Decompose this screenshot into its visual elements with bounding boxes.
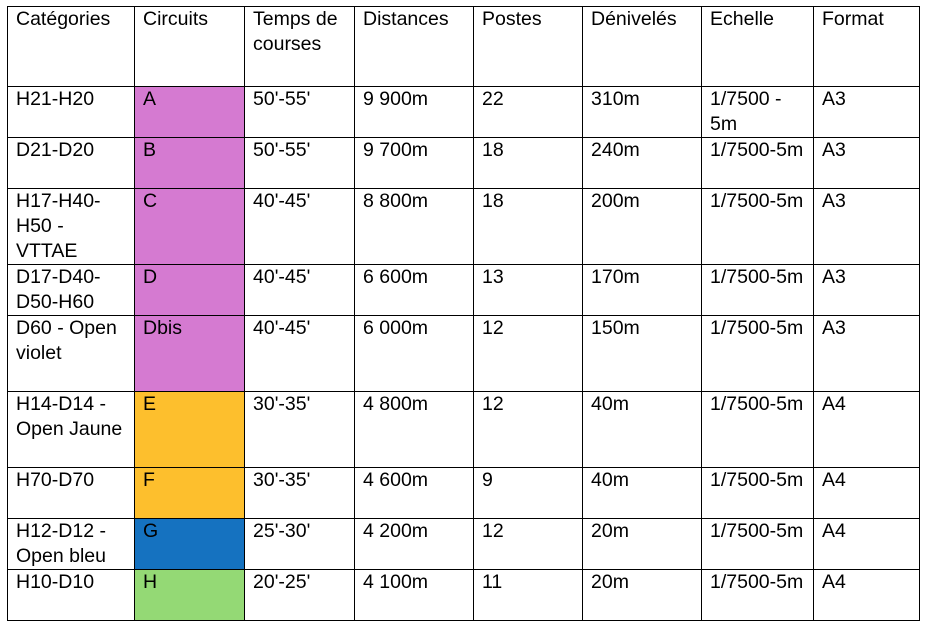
header-postes: Postes: [474, 7, 583, 87]
cell-circuit: F: [135, 468, 245, 519]
cell-format: A4: [814, 570, 920, 621]
cell-postes: 9: [474, 468, 583, 519]
cell-format: A3: [814, 87, 920, 138]
cell-categories: H17-H40-H50 - VTTAE: [8, 189, 135, 265]
cell-distance: 4 800m: [355, 392, 474, 468]
cell-temps: 50'-55': [245, 138, 355, 189]
cell-echelle: 1/7500-5m: [702, 316, 814, 392]
cell-postes: 12: [474, 392, 583, 468]
cell-format: A3: [814, 189, 920, 265]
header-row: [8, 7, 920, 87]
cell-postes: 12: [474, 316, 583, 392]
cell-temps: 40'-45': [245, 316, 355, 392]
table-row: [8, 570, 920, 621]
cell-format: A3: [814, 316, 920, 392]
table-row: [8, 87, 920, 138]
header-distances: Distances: [355, 7, 474, 87]
cell-denivele: 170m: [583, 265, 702, 316]
cell-categories: D60 - Open violet: [8, 316, 135, 392]
cell-circuit: C: [135, 189, 245, 265]
cell-circuit: B: [135, 138, 245, 189]
cell-distance: 6 600m: [355, 265, 474, 316]
table-row: [8, 468, 920, 519]
cell-denivele: 40m: [583, 392, 702, 468]
cell-categories: D17-D40-D50-H60: [8, 265, 135, 316]
cell-echelle: 1/7500-5m: [702, 519, 814, 570]
cell-echelle: 1/7500-5m: [702, 138, 814, 189]
cell-denivele: 40m: [583, 468, 702, 519]
cell-temps: 50'-55': [245, 87, 355, 138]
cell-postes: 18: [474, 138, 583, 189]
table-row: [8, 265, 920, 316]
cell-categories: H21-H20: [8, 87, 135, 138]
cell-categories: H70-D70: [8, 468, 135, 519]
header-temps: Temps de courses: [245, 7, 355, 87]
cell-temps: 30'-35': [245, 468, 355, 519]
cell-format: A3: [814, 138, 920, 189]
header-format: Format: [814, 7, 920, 87]
cell-categories: H10-D10: [8, 570, 135, 621]
cell-echelle: 1/7500 - 5m: [702, 87, 814, 138]
header-categories: Catégories: [8, 7, 135, 87]
cell-circuit: E: [135, 392, 245, 468]
header-echelle: Echelle: [702, 7, 814, 87]
cell-echelle: 1/7500-5m: [702, 189, 814, 265]
cell-denivele: 20m: [583, 570, 702, 621]
cell-temps: 30'-35': [245, 392, 355, 468]
cell-distance: 9 900m: [355, 87, 474, 138]
cell-distance: 4 600m: [355, 468, 474, 519]
cell-distance: 6 000m: [355, 316, 474, 392]
cell-denivele: 150m: [583, 316, 702, 392]
cell-format: A4: [814, 392, 920, 468]
cell-postes: 22: [474, 87, 583, 138]
cell-format: A4: [814, 519, 920, 570]
cell-denivele: 240m: [583, 138, 702, 189]
cell-distance: 4 100m: [355, 570, 474, 621]
cell-circuit: D: [135, 265, 245, 316]
cell-temps: 40'-45': [245, 265, 355, 316]
cell-circuit: Dbis: [135, 316, 245, 392]
cell-format: A3: [814, 265, 920, 316]
cell-circuit: G: [135, 519, 245, 570]
cell-echelle: 1/7500-5m: [702, 265, 814, 316]
cell-distance: 8 800m: [355, 189, 474, 265]
table-row: [8, 316, 920, 392]
cell-circuit: H: [135, 570, 245, 621]
cell-categories: D21-D20: [8, 138, 135, 189]
circuits-table: [7, 6, 920, 621]
table-row: [8, 519, 920, 570]
cell-echelle: 1/7500-5m: [702, 570, 814, 621]
table-row: [8, 189, 920, 265]
cell-denivele: 20m: [583, 519, 702, 570]
cell-temps: 40'-45': [245, 189, 355, 265]
table-row: [8, 392, 920, 468]
table-row: [8, 138, 920, 189]
cell-distance: 4 200m: [355, 519, 474, 570]
cell-postes: 11: [474, 570, 583, 621]
cell-echelle: 1/7500-5m: [702, 468, 814, 519]
cell-temps: 25'-30': [245, 519, 355, 570]
cell-echelle: 1/7500-5m: [702, 392, 814, 468]
cell-categories: H14-D14 - Open Jaune: [8, 392, 135, 468]
cell-distance: 9 700m: [355, 138, 474, 189]
cell-temps: 20'-25': [245, 570, 355, 621]
header-circuits: Circuits: [135, 7, 245, 87]
cell-postes: 12: [474, 519, 583, 570]
cell-format: A4: [814, 468, 920, 519]
cell-postes: 18: [474, 189, 583, 265]
cell-categories: H12-D12 - Open bleu: [8, 519, 135, 570]
cell-circuit: A: [135, 87, 245, 138]
cell-denivele: 310m: [583, 87, 702, 138]
cell-postes: 13: [474, 265, 583, 316]
cell-denivele: 200m: [583, 189, 702, 265]
header-denivele: Dénivelés: [583, 7, 702, 87]
